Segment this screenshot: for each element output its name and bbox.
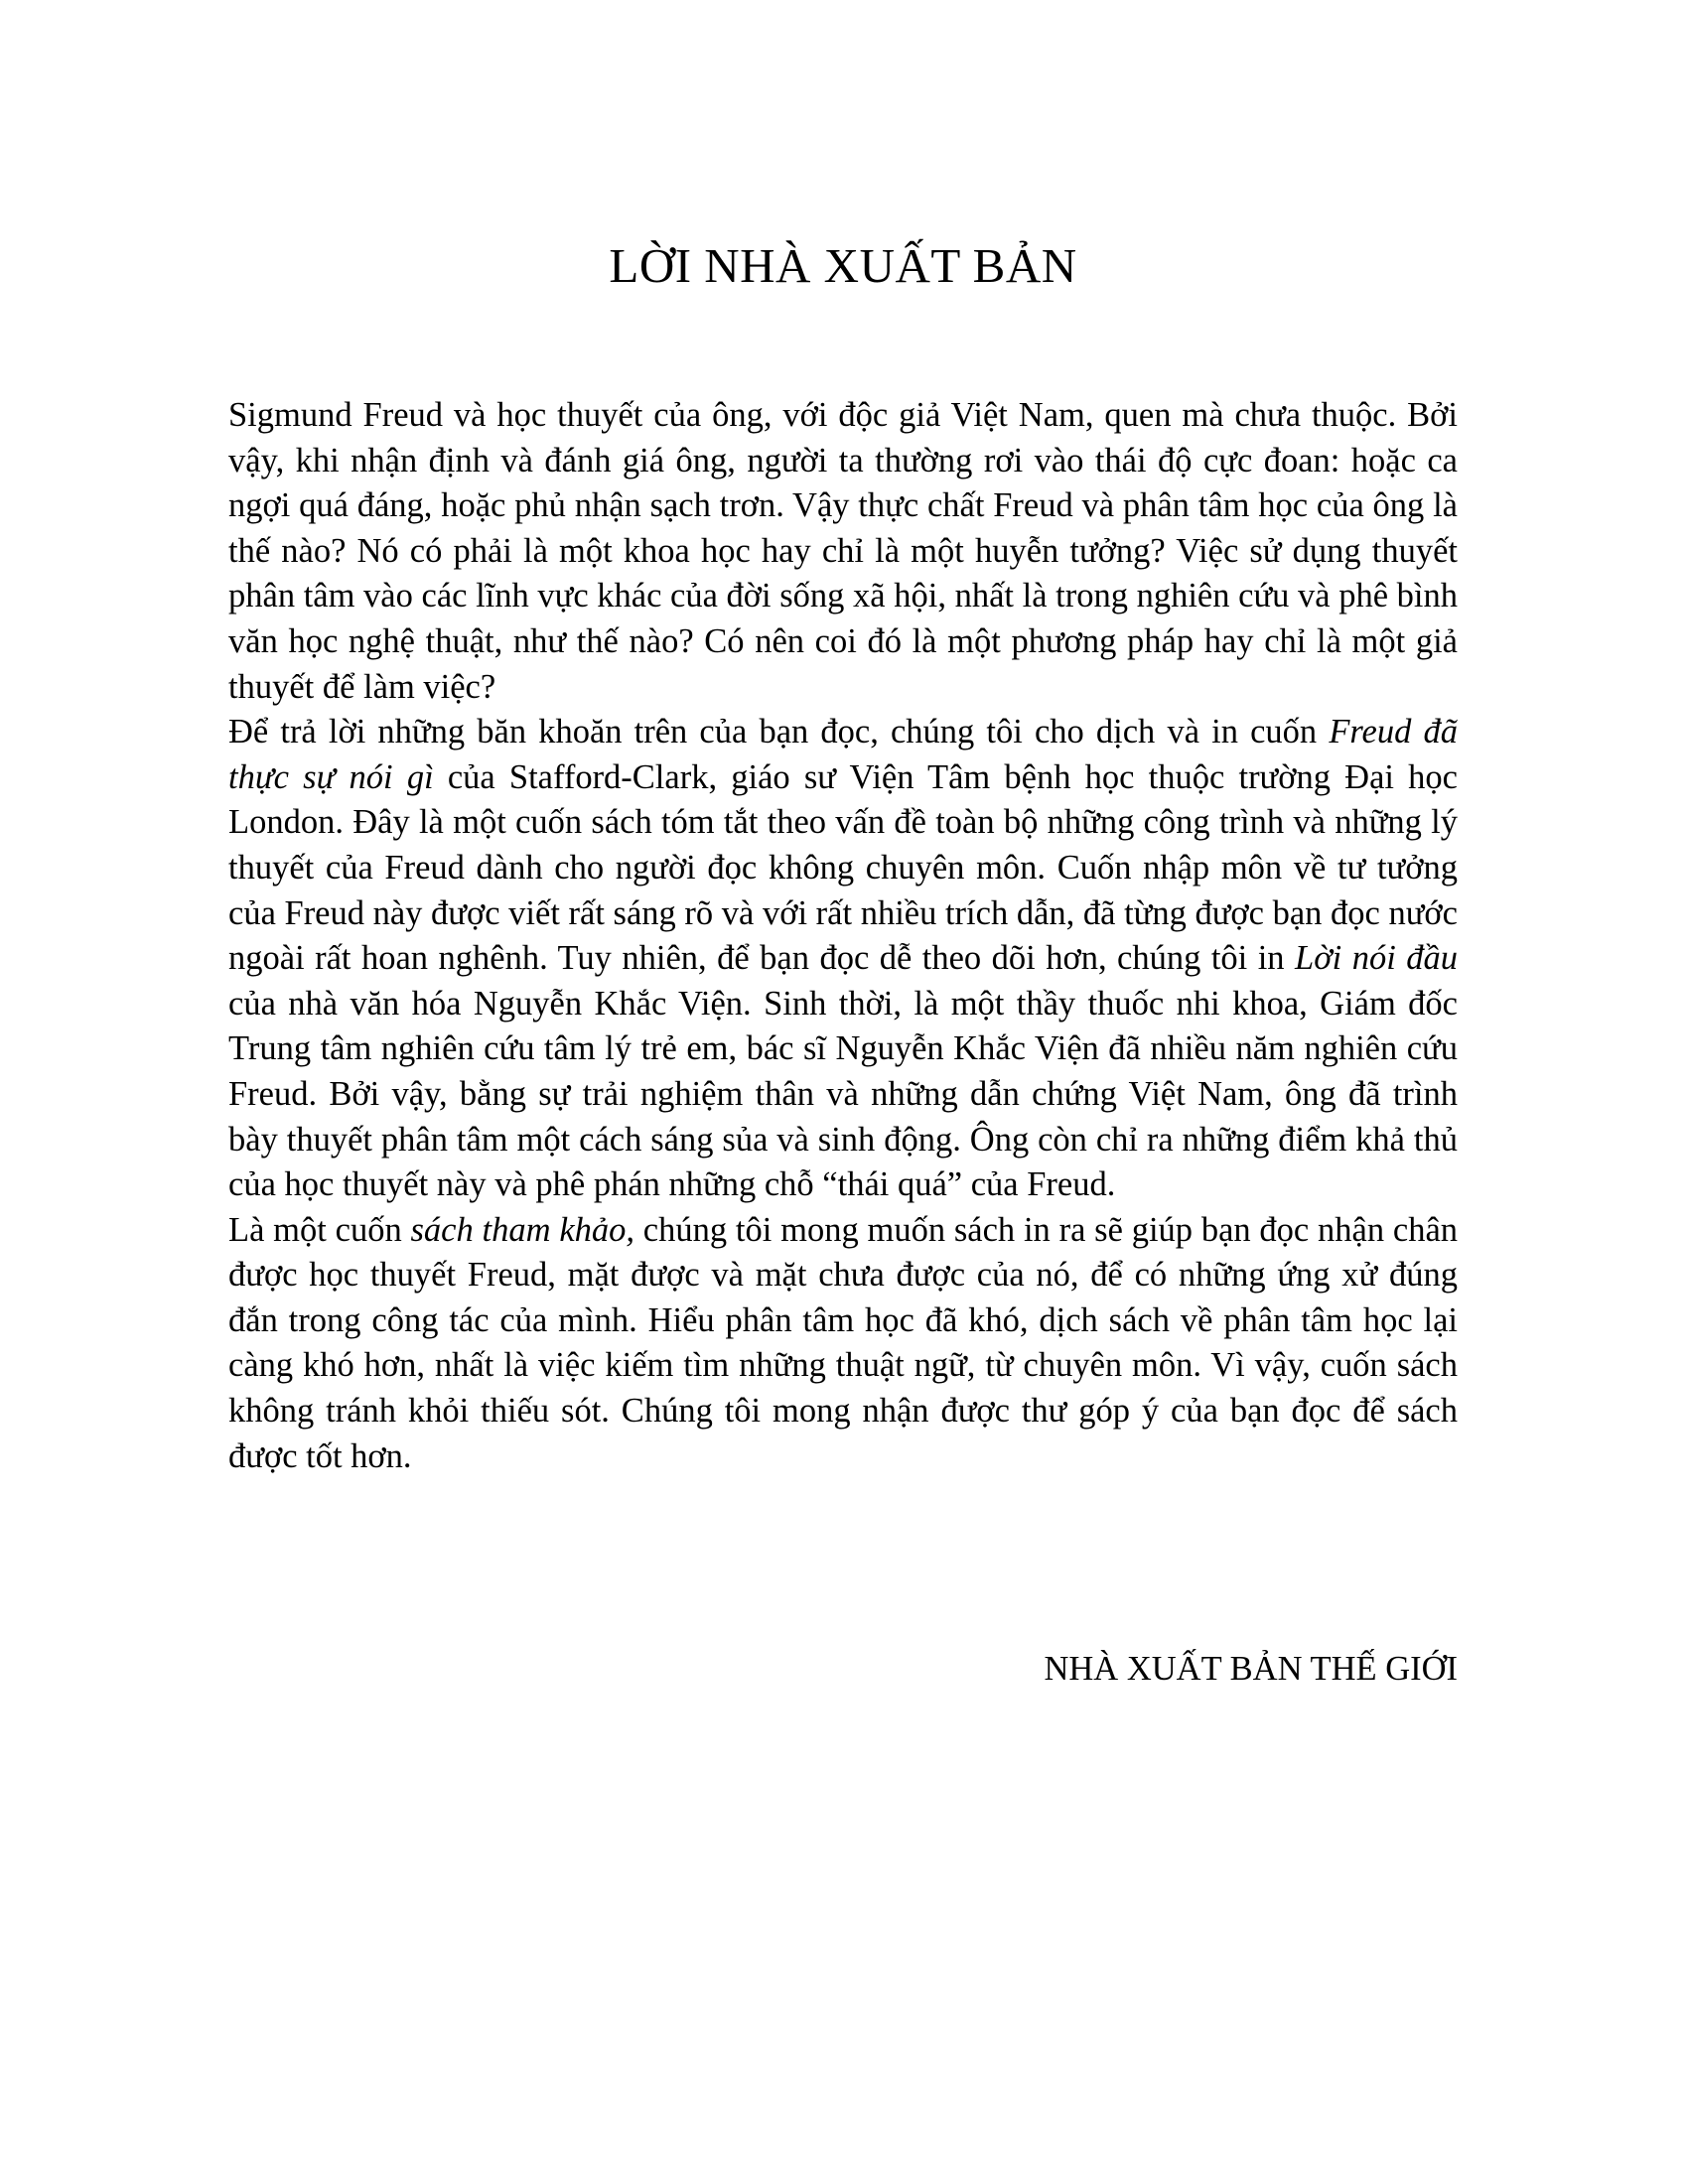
paragraph-2 [228,710,1458,1208]
paragraph-2-text-end: của nhà văn hóa Nguyễn Khắc Viện. Sinh thời, là một thầy thuốc nhi khoa, Giám đốc Trung tâm nghiên cứu tâm lý trẻ em, bác sĩ Nguyễn Khắc Viện đã nhiều năm nghiên cứu Freud. Bởi vậy, bằng sự trải nghiệm thân và những dẫn chứng Việt Nam, ông đã trình bày thuyết phân tâm một cách sáng sủa và sinh động. Ông còn chỉ ra những điểm khả thủ của học thuyết này và phê phán những chỗ “thái quá” của Freud. [228,984,1458,1204]
paragraph-3 [228,1208,1458,1480]
paragraph-2-text-middle: của Stafford-Clark, giáo sư Viện Tâm bệnh học thuộc trường Đại học London. Đây là một cuốn sách tóm tắt theo vấn đề toàn bộ những công trình và những lý thuyết của Freud dành cho người đọc không chuyên môn. Cuốn nhập môn về tư tưởng của Freud này được viết rất sáng rõ và với rất nhiều trích dẫn, đã từng được bạn đọc nước ngoài rất hoan nghênh. Tuy nhiên, để bạn đọc dễ theo dõi hơn, chúng tôi in [228,757,1458,978]
document-body [228,393,1458,1479]
paragraph-3-text-end: chúng tôi mong muốn sách in ra sẽ giúp bạn đọc nhận chân được học thuyết Freud, mặt được và mặt chưa được của nó, để có những ứng xử đúng đắn trong công tác của mình. Hiểu phân tâm học đã khó, dịch sách về phân tâm học lại càng khó hơn, nhất là việc kiếm tìm những thuật ngữ, từ chuyên môn. Vì vậy, cuốn sách không tránh khỏi thiếu sót. Chúng tôi mong nhận được thư góp ý của bạn đọc để sách được tốt hơn. [228,1210,1459,1475]
preface-title-italic: Lời nói đầu [1295,939,1458,978]
paragraph-3-text-start: Là một cuốn [228,1210,411,1249]
paragraph-1-text: Sigmund Freud và học thuyết của ông, với độc giả Việt Nam, quen mà chưa thuộc. Bởi vậy, khi nhận định và đánh giá ông, người ta thường rơi vào thái độ cực đoan: hoặc ca ngợi quá đáng, hoặc phủ nhận sạch trơn. Vậy thực chất Freud và phân tâm học của ông là thế nào? Nó có phải là một khoa học hay chỉ là một huyễn tưởng? Việc sử dụng thuyết phân tâm vào các lĩnh vực khác của đời sống xã hội, nhất là trong nghiên cứu và phê bình văn học nghệ thuật, như thế nào? Có nên coi đó là một phương pháp hay chỉ là một giả thuyết để làm việc? [228,396,1458,706]
publisher-signature: NHÀ XUẤT BẢN THẾ GIỚI [1044,1650,1458,1688]
reference-book-italic: sách tham khảo, [410,1210,635,1249]
paragraph-2-text-start: Để trả lời những băn khoăn trên của bạn đọc, chúng tôi cho dịch và in cuốn [228,713,1330,751]
book-title-italic: Freud đã thực sự nói gì [228,713,1458,796]
page-title: LỜI NHÀ XUẤT BẢN [609,238,1077,293]
paragraph-1 [228,393,1458,710]
